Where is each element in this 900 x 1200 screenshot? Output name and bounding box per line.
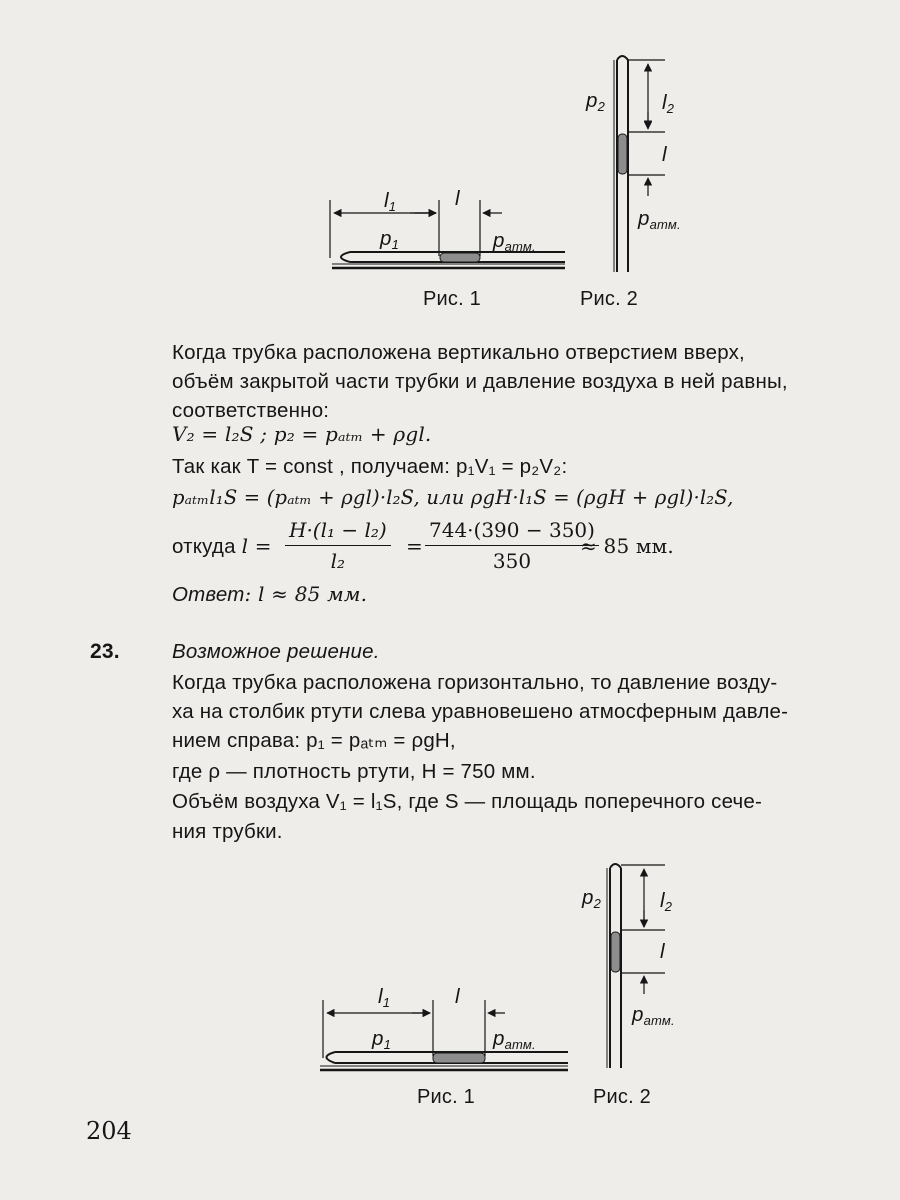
bottom-fig1-p1-label: $p_1$ — [372, 1027, 392, 1052]
top-fig1-patm-label: $p_{атм.}$ — [493, 229, 536, 254]
para2-line3: нием справа: p₁ = pₐₜₘ = ρgH, — [172, 729, 456, 752]
bottom-fig2-l-label: l — [660, 940, 665, 963]
top-fig1-p1-label: $p_1$ — [380, 227, 400, 252]
equation-long: pₐₜₘl₁S = (pₐₜₘ + ρgl)·l₂S, или ρgH·l₁S = (ρgH + ρgl)·l₂S, — [172, 486, 734, 509]
para2-line5: Объём воздуха V₁ = l₁S, где S — площадь поперечного сече- — [172, 790, 763, 813]
bottom-fig1-l-label: l — [455, 985, 460, 1008]
fraction-1-denominator: l₂ — [330, 549, 346, 573]
equals-sign: = — [406, 534, 423, 558]
para2-line4: где ρ — плотность ртути, H = 750 мм. — [172, 760, 536, 783]
para1-line1: Когда трубка расположена вертикально отверстием вверх, — [172, 341, 745, 364]
possible-solution-heading: Возможное решение. — [172, 640, 380, 663]
page-number: 204 — [86, 1117, 132, 1145]
top-fig2-patm-label: $p_{атм.}$ — [638, 207, 681, 232]
top-fig2-l2-label: $l_2$ — [662, 91, 675, 116]
top-figures — [0, 0, 900, 330]
otkuda-word: откуда — [172, 535, 236, 558]
bottom-fig2-p2-label: $p_2$ — [582, 886, 602, 911]
para1-line3: соответственно: — [172, 399, 330, 422]
para2-line2: ха на столбик ртути слева уравновешено атмосферным давле- — [172, 700, 789, 723]
bottom-fig2-patm-label: $p_{атм.}$ — [632, 1003, 675, 1028]
para2-line1: Когда трубка расположена горизонтально, то давление возду- — [172, 671, 778, 694]
otkuda-line — [172, 532, 272, 561]
fraction-1 — [285, 515, 391, 576]
top-fig2-p2-label: $p_2$ — [586, 89, 606, 114]
top-fig1-l-label: l — [455, 187, 460, 210]
answer-label: Ответ — [172, 583, 245, 606]
result-value: ≈ 85 мм. — [580, 534, 674, 558]
fraction-2 — [425, 515, 599, 576]
fraction-2-denominator: 350 — [492, 549, 532, 573]
answer-line — [172, 580, 367, 609]
bottom-fig2-l2-label: $l_2$ — [660, 889, 673, 914]
top-fig2-tube — [614, 56, 665, 272]
top-fig1-l1-label: $l_1$ — [384, 189, 397, 214]
bottom-fig1-patm-label: $p_{атм.}$ — [493, 1027, 536, 1052]
para1-line2: объём закрытой части трубки и давление воздуха в ней равны, — [172, 370, 788, 393]
fraction-2-numerator: 744·(390 − 350) — [425, 515, 599, 546]
answer-value: : l ≈ 85 мм. — [244, 582, 368, 606]
l-equals: l = — [241, 534, 272, 558]
top-fig1-caption: Рис. 1 — [423, 288, 481, 310]
top-fig2-l-label: l — [662, 143, 667, 166]
bottom-fig2-tube — [607, 864, 665, 1068]
para2-line6: ния трубки. — [172, 820, 283, 843]
const-line: Так как T = const , получаем: p₁V₁ = p₂V₂: — [172, 455, 568, 478]
problem-number: 23. — [90, 640, 120, 663]
equation-v2: V₂ = l₂S ; p₂ = pₐₜₘ + ρgl. — [172, 422, 432, 446]
bottom-fig1-caption: Рис. 1 — [417, 1086, 475, 1108]
bottom-fig2-caption: Рис. 2 — [593, 1086, 651, 1108]
top-fig2-caption: Рис. 2 — [580, 288, 638, 310]
fraction-1-numerator: H·(l₁ − l₂) — [285, 515, 391, 546]
bottom-fig1-l1-label: $l_1$ — [378, 985, 391, 1010]
